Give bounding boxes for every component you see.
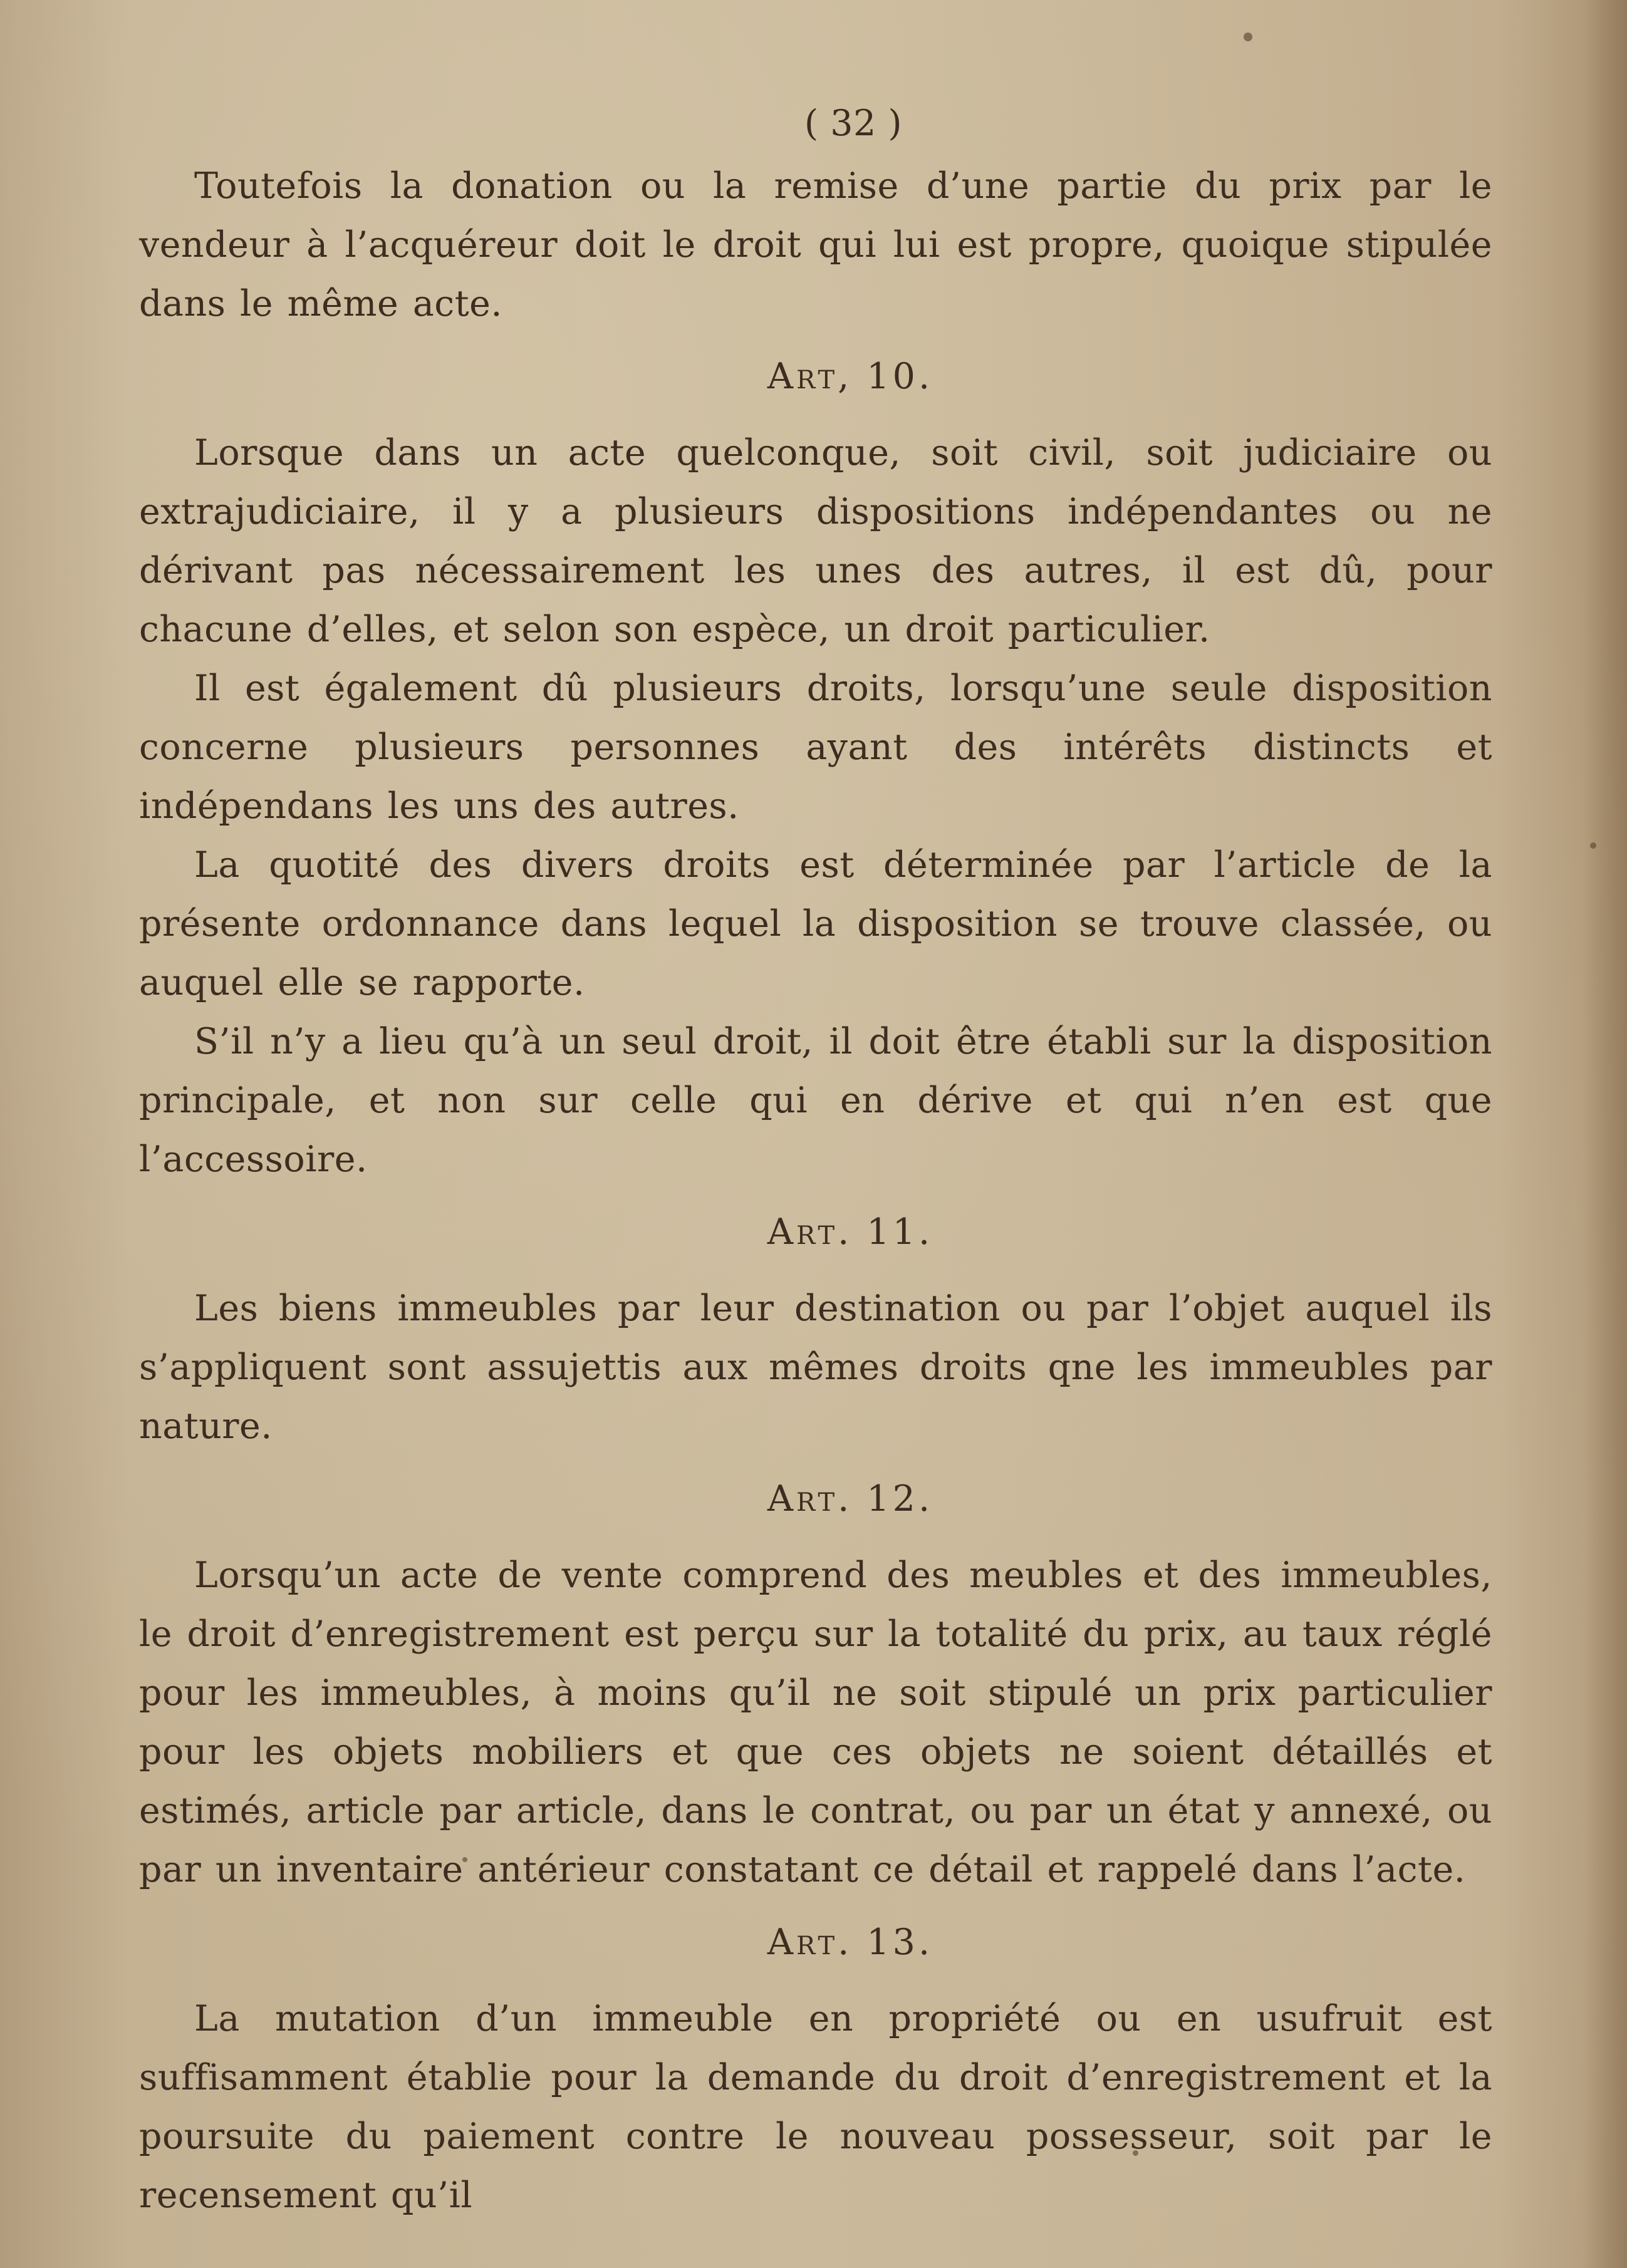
foxing-spot xyxy=(1244,33,1252,41)
paragraph: S’il n’y a lieu qu’à un seul droit, il doit être établi sur la disposition principale, et non sur celle qui en dérive et qui n’en est que l’accessoire. xyxy=(139,1021,1492,1180)
paragraph: Les biens immeubles par leur destination ou par l’objet auquel ils s’appliquent sont assujettis aux mêmes droits qne les immeubles par nature. xyxy=(139,1288,1492,1447)
foxing-spot xyxy=(1590,842,1596,849)
paragraph: Il est également dû plusieurs droits, lorsqu’une seule disposition concerne plusieurs personnes ayant des intérêts distincts et indépendans les uns des autres. xyxy=(139,668,1492,827)
paragraph: Lorsqu’un acte de vente comprend des meubles et des immeubles, le droit d’enregistrement est perçu sur la totalité du prix, au taux réglé pour les immeubles, à moins qu’il ne soit stipulé un prix particulier pour les objets mobiliers et que ces objets ne soient détaillés et estimés, article par article, dans le contrat, ou par un état y annexé, ou par un inventaire antérieur constatant ce détail et rappelé dans l’acte. xyxy=(139,1555,1492,1890)
article-heading: Art, 10. xyxy=(767,356,933,397)
paragraph: Toutefois la donation ou la remise d’une partie du prix par le vendeur à l’acquéreur doit le droit qui lui est propre, quoique stipulée dans le même acte. xyxy=(139,165,1492,324)
paragraph: La quotité des divers droits est déterminée par l’article de la présente ordonnance dans lequel la disposition se trouve classée, ou auquel elle se rapporte. xyxy=(139,844,1492,1003)
paragraph: La mutation d’un immeuble en propriété ou en usufruit est suffisamment établie pour la demande du droit d’enregistrement et la poursuite du paiement contre le nouveau possesseur, soit par le recensement qu’il xyxy=(139,1998,1492,2216)
page-edge-shadow xyxy=(1583,0,1627,2268)
article-heading: Art. 13. xyxy=(767,1922,933,1963)
article-heading: Art. 12. xyxy=(767,1478,933,1520)
paragraph: Lorsque dans un acte quelconque, soit civil, soit judiciaire ou extrajudiciaire, il y a plusieurs dispositions indépendantes ou ne dérivant pas nécessairement les unes des autres, il est dû, pour chacune d’elles, et selon son espèce, un droit particulier. xyxy=(139,432,1492,650)
page-text xyxy=(139,94,1492,2225)
page-number: ( 32 ) xyxy=(804,103,903,144)
article-heading: Art. 11. xyxy=(767,1211,933,1253)
